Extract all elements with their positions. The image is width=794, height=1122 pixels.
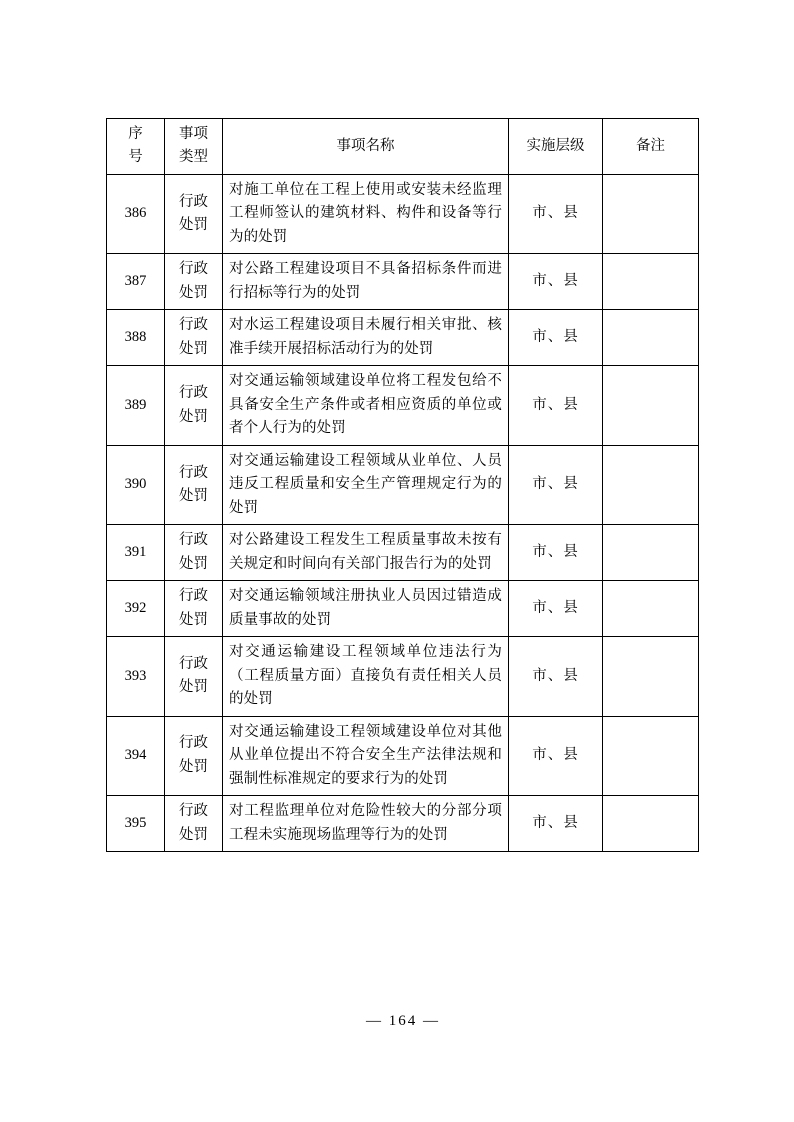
cell-seq: 386 bbox=[107, 174, 165, 253]
column-header-type bbox=[165, 119, 223, 175]
cell-type-line2: 处罚 bbox=[179, 340, 208, 357]
table-row bbox=[107, 716, 699, 795]
cell-type bbox=[165, 716, 223, 795]
cell-level: 市、县 bbox=[509, 716, 603, 795]
cell-type-line2: 处罚 bbox=[179, 826, 208, 843]
cell-remark bbox=[603, 581, 699, 637]
cell-name: 对公路工程建设项目不具备招标条件而进行招标等行为的处罚 bbox=[223, 254, 509, 310]
cell-type bbox=[165, 445, 223, 524]
cell-type-line2: 处罚 bbox=[179, 284, 208, 301]
cell-remark bbox=[603, 366, 699, 445]
column-header-type-line2: 类型 bbox=[179, 149, 208, 166]
cell-name: 对交通运输建设工程领域单位违法行为（工程质量方面）直接负有责任相关人员的处罚 bbox=[223, 637, 509, 716]
column-header-seq bbox=[107, 119, 165, 175]
cell-level: 市、县 bbox=[509, 525, 603, 581]
cell-remark bbox=[603, 174, 699, 253]
cell-level: 市、县 bbox=[509, 445, 603, 524]
cell-type bbox=[165, 174, 223, 253]
cell-remark bbox=[603, 796, 699, 852]
cell-type-line1: 行政 bbox=[179, 588, 208, 605]
cell-seq: 388 bbox=[107, 310, 165, 366]
table-row bbox=[107, 445, 699, 524]
cell-seq: 393 bbox=[107, 637, 165, 716]
cell-level: 市、县 bbox=[509, 637, 603, 716]
table-body bbox=[107, 174, 699, 851]
cell-seq: 390 bbox=[107, 445, 165, 524]
table-row bbox=[107, 796, 699, 852]
cell-type-line2: 处罚 bbox=[179, 679, 208, 696]
cell-level: 市、县 bbox=[509, 254, 603, 310]
cell-name: 对水运工程建设项目未履行相关审批、核准手续开展招标活动行为的处罚 bbox=[223, 310, 509, 366]
cell-type-line1: 行政 bbox=[179, 655, 208, 672]
cell-type-line1: 行政 bbox=[179, 193, 208, 210]
cell-type bbox=[165, 366, 223, 445]
cell-remark bbox=[603, 525, 699, 581]
table-header-row bbox=[107, 119, 699, 175]
cell-remark bbox=[603, 637, 699, 716]
cell-type bbox=[165, 796, 223, 852]
cell-type bbox=[165, 254, 223, 310]
cell-type-line2: 处罚 bbox=[179, 217, 208, 234]
table-row bbox=[107, 174, 699, 253]
table-row bbox=[107, 581, 699, 637]
cell-type-line1: 行政 bbox=[179, 735, 208, 752]
cell-level: 市、县 bbox=[509, 796, 603, 852]
page-number: — 164 — bbox=[366, 1013, 440, 1029]
column-header-seq-line1: 序 bbox=[128, 126, 143, 142]
table-row bbox=[107, 525, 699, 581]
cell-level: 市、县 bbox=[509, 310, 603, 366]
table-row bbox=[107, 254, 699, 310]
cell-type-line1: 行政 bbox=[179, 464, 208, 481]
cell-name: 对交通运输建设工程领域从业单位、人员违反工程质量和安全生产管理规定行为的处罚 bbox=[223, 445, 509, 524]
cell-seq: 391 bbox=[107, 525, 165, 581]
cell-name: 对交通运输建设工程领域建设单位对其他从业单位提出不符合安全生产法律法规和强制性标准规定的要求行为的处罚 bbox=[223, 716, 509, 795]
cell-name: 对公路建设工程发生工程质量事故未按有关规定和时间向有关部门报告行为的处罚 bbox=[223, 525, 509, 581]
cell-seq: 389 bbox=[107, 366, 165, 445]
cell-type-line1: 行政 bbox=[179, 385, 208, 402]
cell-type bbox=[165, 637, 223, 716]
cell-level: 市、县 bbox=[509, 366, 603, 445]
cell-seq: 395 bbox=[107, 796, 165, 852]
cell-type-line2: 处罚 bbox=[179, 611, 208, 628]
cell-name: 对施工单位在工程上使用或安装未经监理工程师签认的建筑材料、构件和设备等行为的处罚 bbox=[223, 174, 509, 253]
cell-type-line1: 行政 bbox=[179, 803, 208, 820]
column-header-seq-line2: 号 bbox=[128, 149, 143, 166]
cell-type bbox=[165, 310, 223, 366]
cell-seq: 394 bbox=[107, 716, 165, 795]
cell-level: 市、县 bbox=[509, 581, 603, 637]
cell-type-line1: 行政 bbox=[179, 317, 208, 334]
table-row bbox=[107, 310, 699, 366]
cell-seq: 387 bbox=[107, 254, 165, 310]
cell-remark bbox=[603, 445, 699, 524]
cell-type bbox=[165, 525, 223, 581]
matters-table bbox=[106, 118, 699, 852]
cell-level: 市、县 bbox=[509, 174, 603, 253]
column-header-name: 事项名称 bbox=[223, 119, 509, 175]
cell-name: 对交通运输领域注册执业人员因过错造成质量事故的处罚 bbox=[223, 581, 509, 637]
column-header-type-line1: 事项 bbox=[179, 126, 208, 142]
cell-type-line1: 行政 bbox=[179, 261, 208, 278]
table-header bbox=[107, 119, 699, 175]
table-row bbox=[107, 366, 699, 445]
cell-name: 对交通运输领域建设单位将工程发包给不具备安全生产条件或者相应资质的单位或者个人行为的处罚 bbox=[223, 366, 509, 445]
cell-type-line2: 处罚 bbox=[179, 758, 208, 775]
column-header-remark: 备注 bbox=[603, 119, 699, 175]
table-row bbox=[107, 637, 699, 716]
cell-remark bbox=[603, 254, 699, 310]
cell-remark bbox=[603, 716, 699, 795]
cell-remark bbox=[603, 310, 699, 366]
cell-type-line2: 处罚 bbox=[179, 408, 208, 425]
cell-type bbox=[165, 581, 223, 637]
cell-type-line2: 处罚 bbox=[179, 488, 208, 505]
cell-name: 对工程监理单位对危险性较大的分部分项工程未实施现场监理等行为的处罚 bbox=[223, 796, 509, 852]
cell-seq: 392 bbox=[107, 581, 165, 637]
column-header-level: 实施层级 bbox=[509, 119, 603, 175]
cell-type-line1: 行政 bbox=[179, 532, 208, 549]
cell-type-line2: 处罚 bbox=[179, 555, 208, 572]
